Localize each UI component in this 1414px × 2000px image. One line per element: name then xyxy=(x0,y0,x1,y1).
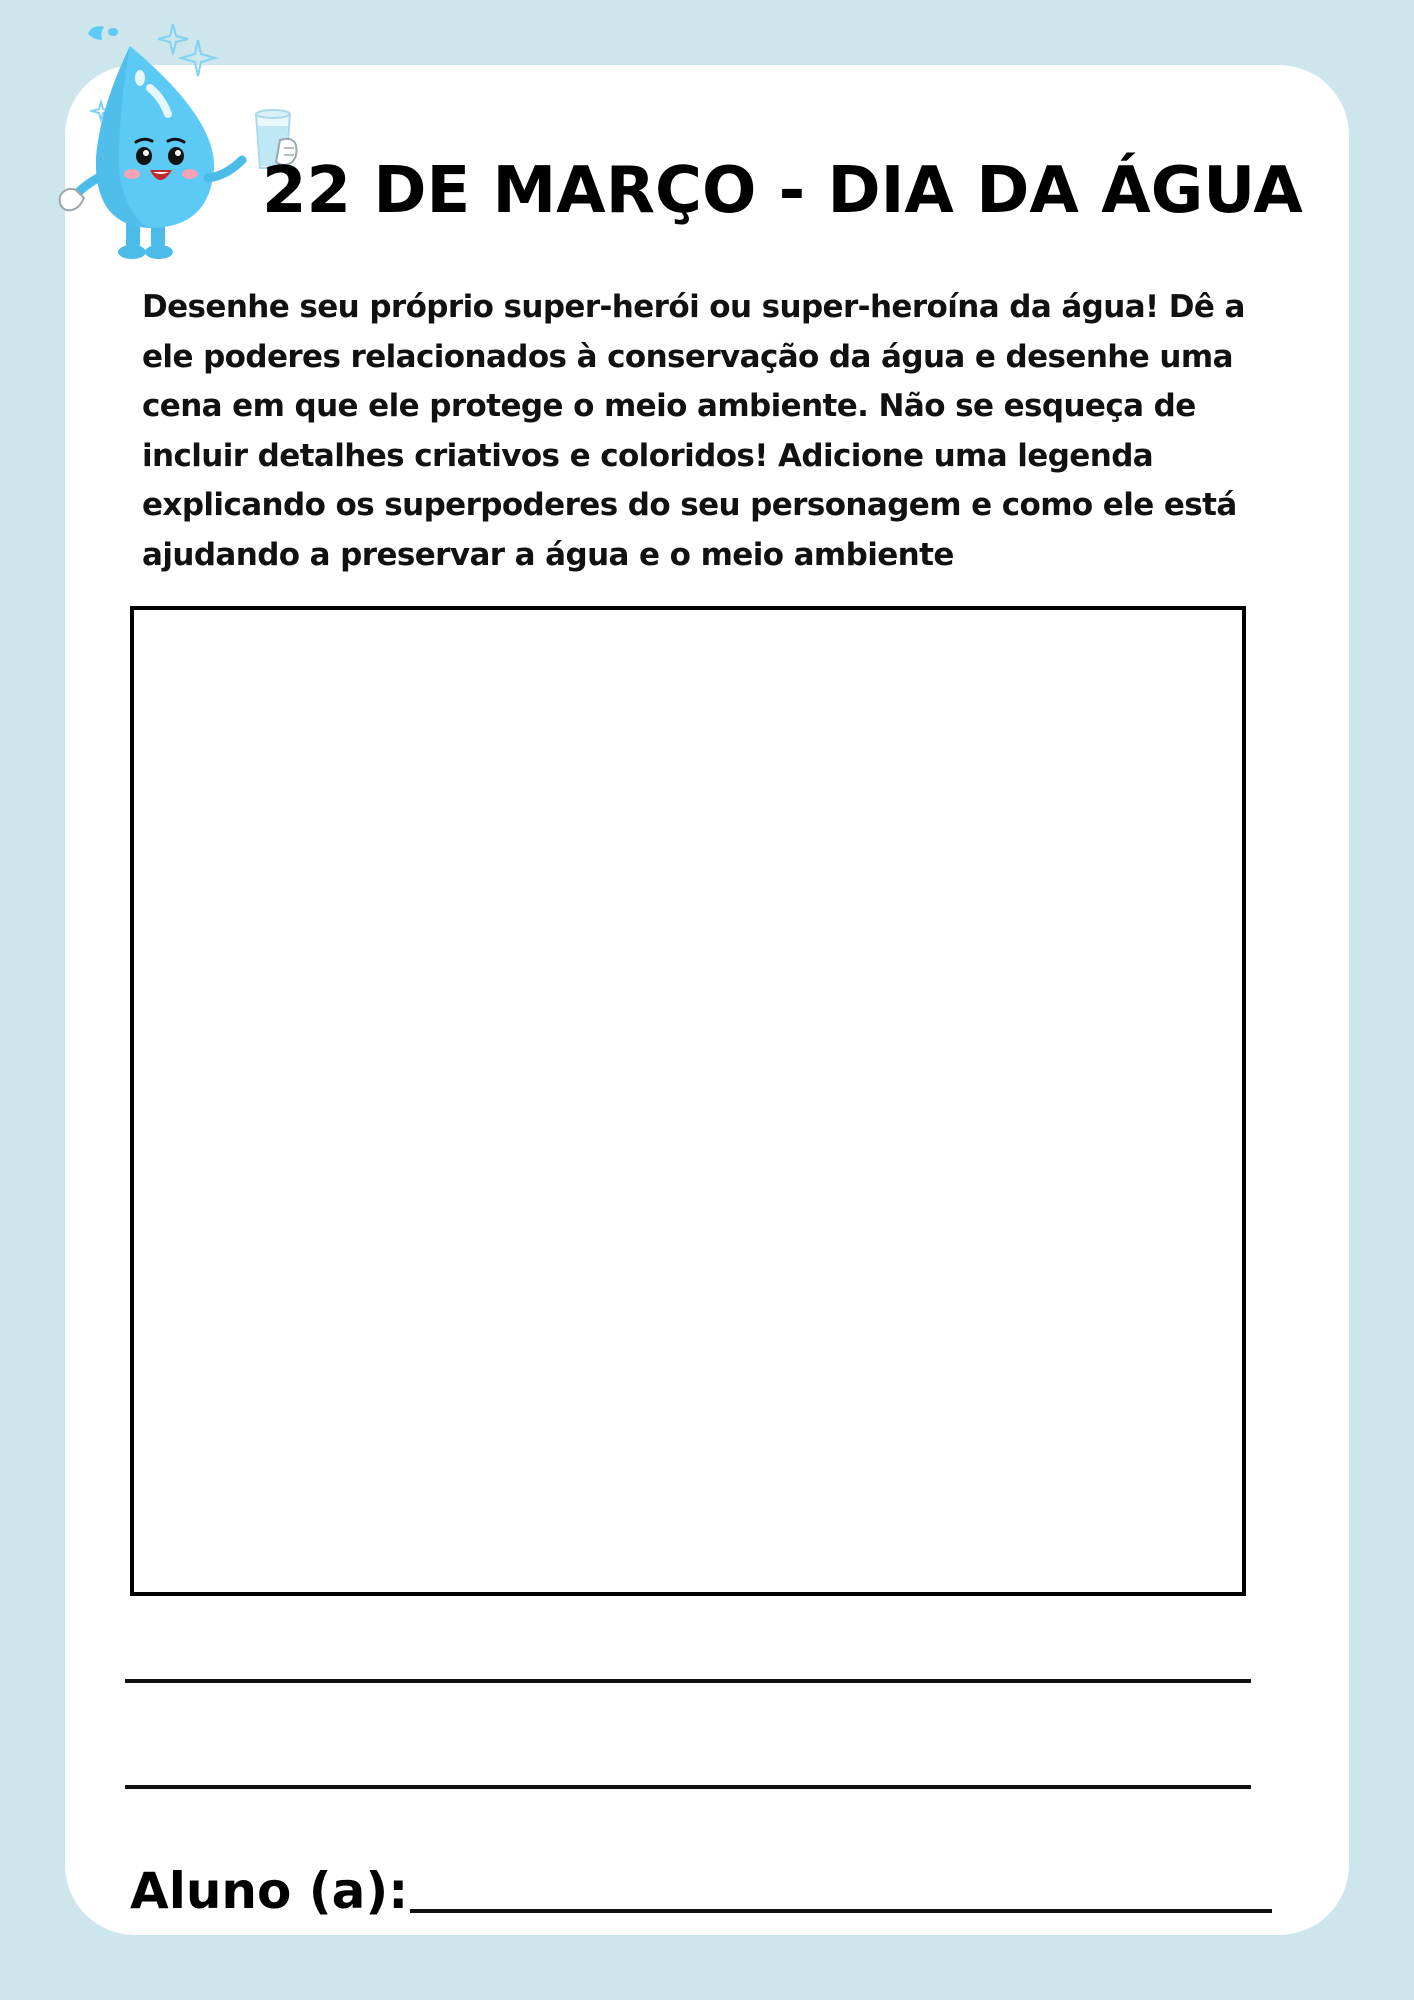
instructions-text: Desenhe seu próprio super-herói ou super-heroína da água! Dê a ele poderes relacionados à conservação da água e desenhe uma cena em que ele protege o meio ambiente. Não se esqueça de incluir detalhes criativos e coloridos! Adicione uma legenda explicando os superpoderes do seu personagem e como ele está ajudando a preservar a água e o meio ambiente xyxy=(142,289,1245,573)
page-title: 22 DE MARÇO - DIA DA ÁGUA xyxy=(262,154,1303,228)
student-name-line[interactable] xyxy=(410,1909,1272,1913)
student-name-row xyxy=(130,1853,1272,1923)
student-name-label: Aluno (a): xyxy=(130,1862,409,1920)
caption-line-2[interactable] xyxy=(125,1785,1251,1789)
drawing-area[interactable] xyxy=(130,606,1246,1596)
caption-line-1[interactable] xyxy=(125,1679,1251,1683)
